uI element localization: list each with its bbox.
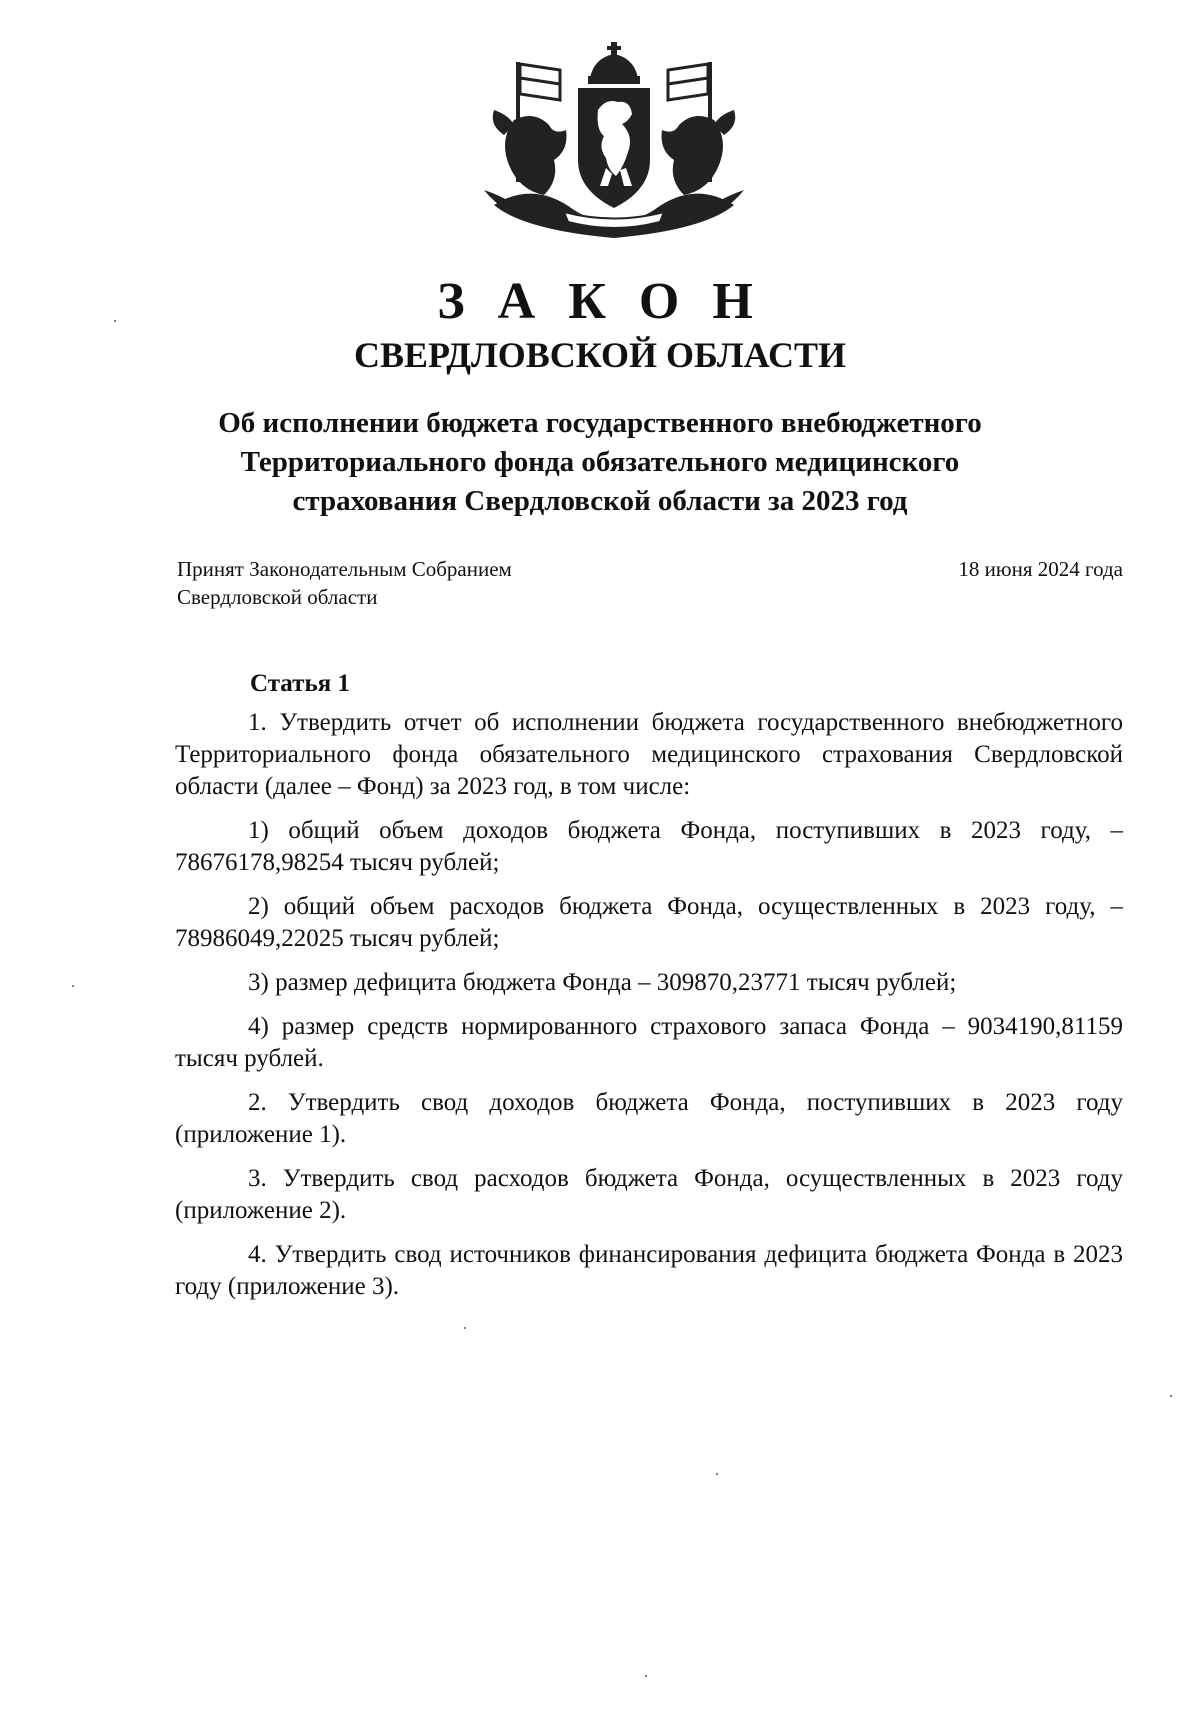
coat-of-arms-icon (474, 40, 754, 240)
paragraph: 4. Утвердить свод источников финансирования дефицита бюджета Фонда в 2023 году (приложение 3). (175, 1241, 1123, 1300)
adopted-by-line: Свердловской области (177, 585, 378, 609)
paragraph: 2. Утвердить свод доходов бюджета Фонда, поступивших в 2023 году (приложение 1). (175, 1089, 1123, 1148)
paragraph: 3. Утвердить свод расходов бюджета Фонда, осуществленных в 2023 году (приложение 2). (175, 1165, 1123, 1224)
paragraph: 3) размер дефицита бюджета Фонда – 309870,23771 тысяч рублей; (248, 969, 957, 996)
law-name-line: Территориального фонда обязательного медицинского (240, 446, 960, 478)
paragraph: 1) общий объем доходов бюджета Фонда, поступивших в 2023 году, – 78676178,98254 тысяч рублей; (175, 817, 1123, 876)
paragraph: 1. Утвердить отчет об исполнении бюджета государственного внебюджетного Территориального фонда обязательного медицинского страхования Свердловской области (далее – Фонд) за 2023 год, в том числе: (175, 709, 1123, 800)
law-name (150, 404, 1050, 521)
paragraph: 2) общий объем расходов бюджета Фонда, осуществленных в 2023 году, – 78986049,22025 тысяч рублей; (175, 893, 1123, 952)
adopted-by (177, 555, 512, 611)
paragraph: 4) размер средств нормированного страхового запаса Фонда – 9034190,81159 тысяч рублей. (175, 1013, 1123, 1072)
region-title: СВЕРДЛОВСКОЙ ОБЛАСТИ (354, 335, 846, 375)
scan-speck (716, 1473, 718, 1475)
scan-speck (645, 1675, 647, 1677)
article-body (175, 707, 1123, 1315)
scan-speck (72, 985, 74, 987)
adoption-date: 18 июня 2024 года (958, 557, 1123, 581)
scan-speck (464, 1327, 466, 1329)
document-type-title: З А К О Н (437, 273, 763, 330)
article-heading: Статья 1 (250, 670, 350, 697)
law-name-line: Об исполнении бюджета государственного внебюджетного (218, 407, 982, 439)
scan-speck (1170, 1395, 1172, 1397)
law-name-line: страхования Свердловской области за 2023 год (292, 485, 908, 517)
scan-speck (114, 320, 116, 322)
adopted-by-line: Принят Законодательным Собранием (177, 557, 512, 581)
